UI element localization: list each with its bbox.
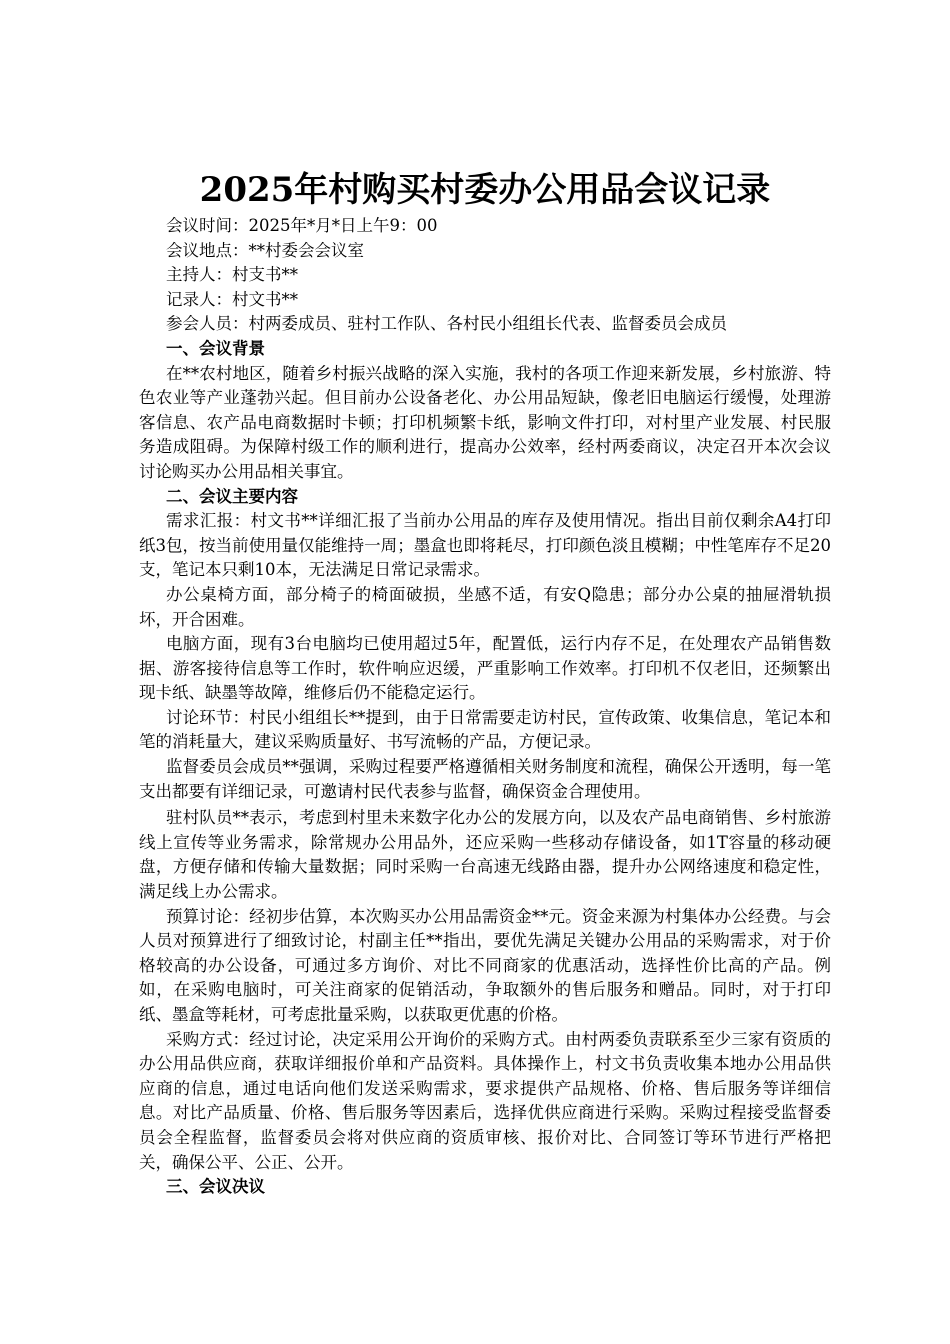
- meeting-attendees: 参会人员：村两委成员、驻村工作队、各村民小组组长代表、监督委员会成员: [166, 314, 727, 334]
- meeting-host: 主持人：村支书**: [166, 265, 298, 285]
- meeting-recorder: 记录人：村文书**: [166, 289, 298, 309]
- background-paragraph: 在**农村地区，随着乡村振兴战略的深入实施，我村的各项工作迎来新发展，乡村旅游、特色农业等产业蓬勃兴起。但目前办公设备老化、办公用品短缺，像老旧电脑运行缓慢，处理游客信息、农产品电商数据时卡顿；打印机频繁卡纸，影响文件打印，对村里产业发展、村民服务造成阻碍。为保障村级工作的顺利进行，提高办公效率，经村两委商议，决定召开本次会议讨论购买办公用品相关事宜。: [139, 363, 831, 481]
- meeting-meta: [139, 214, 831, 337]
- paragraph-budget: 预算讨论：经初步估算，本次购买办公用品需资金**元。资金来源为村集体办公经费。与会人员对预算进行了细致讨论，村副主任**指出，要优先满足关键办公用品的采购需求，对于价格较高的办公设备，可通过多方询价、对比不同商家的优惠活动，选择性价比高的产品。例如，在采购电脑时，可关注商家的促销活动，争取额外的售后服务和赠品。同时，对于打印纸、墨盒等耗材，可考虑批量采购，以获取更优惠的价格。: [139, 906, 831, 1024]
- section-heading-background: 一、会议背景: [166, 338, 265, 358]
- paragraph-needs-report: 需求汇报：村文书**详细汇报了当前办公用品的库存及使用情况。指出目前仅剩余A4打印纸3包，按当前使用量仅能维持一周；墨盒也即将耗尽，打印颜色淡且模糊；中性笔库存不足20支，笔记本只剩10本，无法满足日常记录需求。: [139, 511, 831, 580]
- paragraph-supervision: 监督委员会成员**强调，采购过程要严格遵循相关财务制度和流程，确保公开透明，每一笔支出都要有详细记录，可邀请村民代表参与监督，确保资金合理使用。: [139, 757, 831, 801]
- paragraph-furniture: 办公桌椅方面，部分椅子的椅面破损，坐感不适，有安Q隐患；部分办公桌的抽屉滑轨损坏，开合困难。: [139, 584, 831, 629]
- paragraph-discussion: 讨论环节：村民小组组长**提到，由于日常需要走访村民，宣传政策、收集信息，笔记本和笔的消耗量大，建议采购质量好、书写流畅的产品，方便记录。: [139, 707, 831, 752]
- paragraph-digital-office: 驻村队员**表示，考虑到村里未来数字化办公的发展方向，以及农产品电商销售、乡村旅游线上宣传等业务需求，除常规办公用品外，还应采购一些移动存储设备，如1T容量的移动硬盘，方便存储和传输大量数据；同时采购一台高速无线路由器，提升办公网络速度和稳定性，满足线上办公需求。: [139, 808, 831, 902]
- paragraph-procurement-method: 采购方式：经过讨论，决定采用公开询价的采购方式。由村两委负责联系至少三家有资质的办公用品供应商，获取详细报价单和产品资料。具体操作上，村文书负责收集本地办公用品供应商的信息，通过电话向他们发送采购需求，要求提供产品规格、价格、售后服务等详细信息。对比产品质量、价格、售后服务等因素后，选择优供应商进行采购。采购过程接受监督委员会全程监督，监督委员会将对供应商的资质审核、报价对比、合同签订等环节进行严格把关，确保公平、公正、公开。: [139, 1029, 831, 1172]
- meeting-location: 会议地点：**村委会会议室: [166, 240, 364, 260]
- document-page: [139, 168, 831, 1200]
- section-heading-main-content: 二、会议主要内容: [166, 486, 298, 506]
- section-heading-resolution: 三、会议决议: [166, 1177, 265, 1197]
- meeting-time: 会议时间：2025年*月*日上午9：00: [166, 216, 438, 235]
- paragraph-computers: 电脑方面，现有3台电脑均已使用超过5年，配置低，运行内存不足，在处理农产品销售数据、游客接待信息等工作时，软件响应迟缓，严重影响工作效率。打印机不仅老旧，还频繁出现卡纸、缺墨等故障，维修后仍不能稳定运行。: [139, 634, 831, 703]
- document-title: 2025年村购买村委办公用品会议记录: [199, 170, 771, 210]
